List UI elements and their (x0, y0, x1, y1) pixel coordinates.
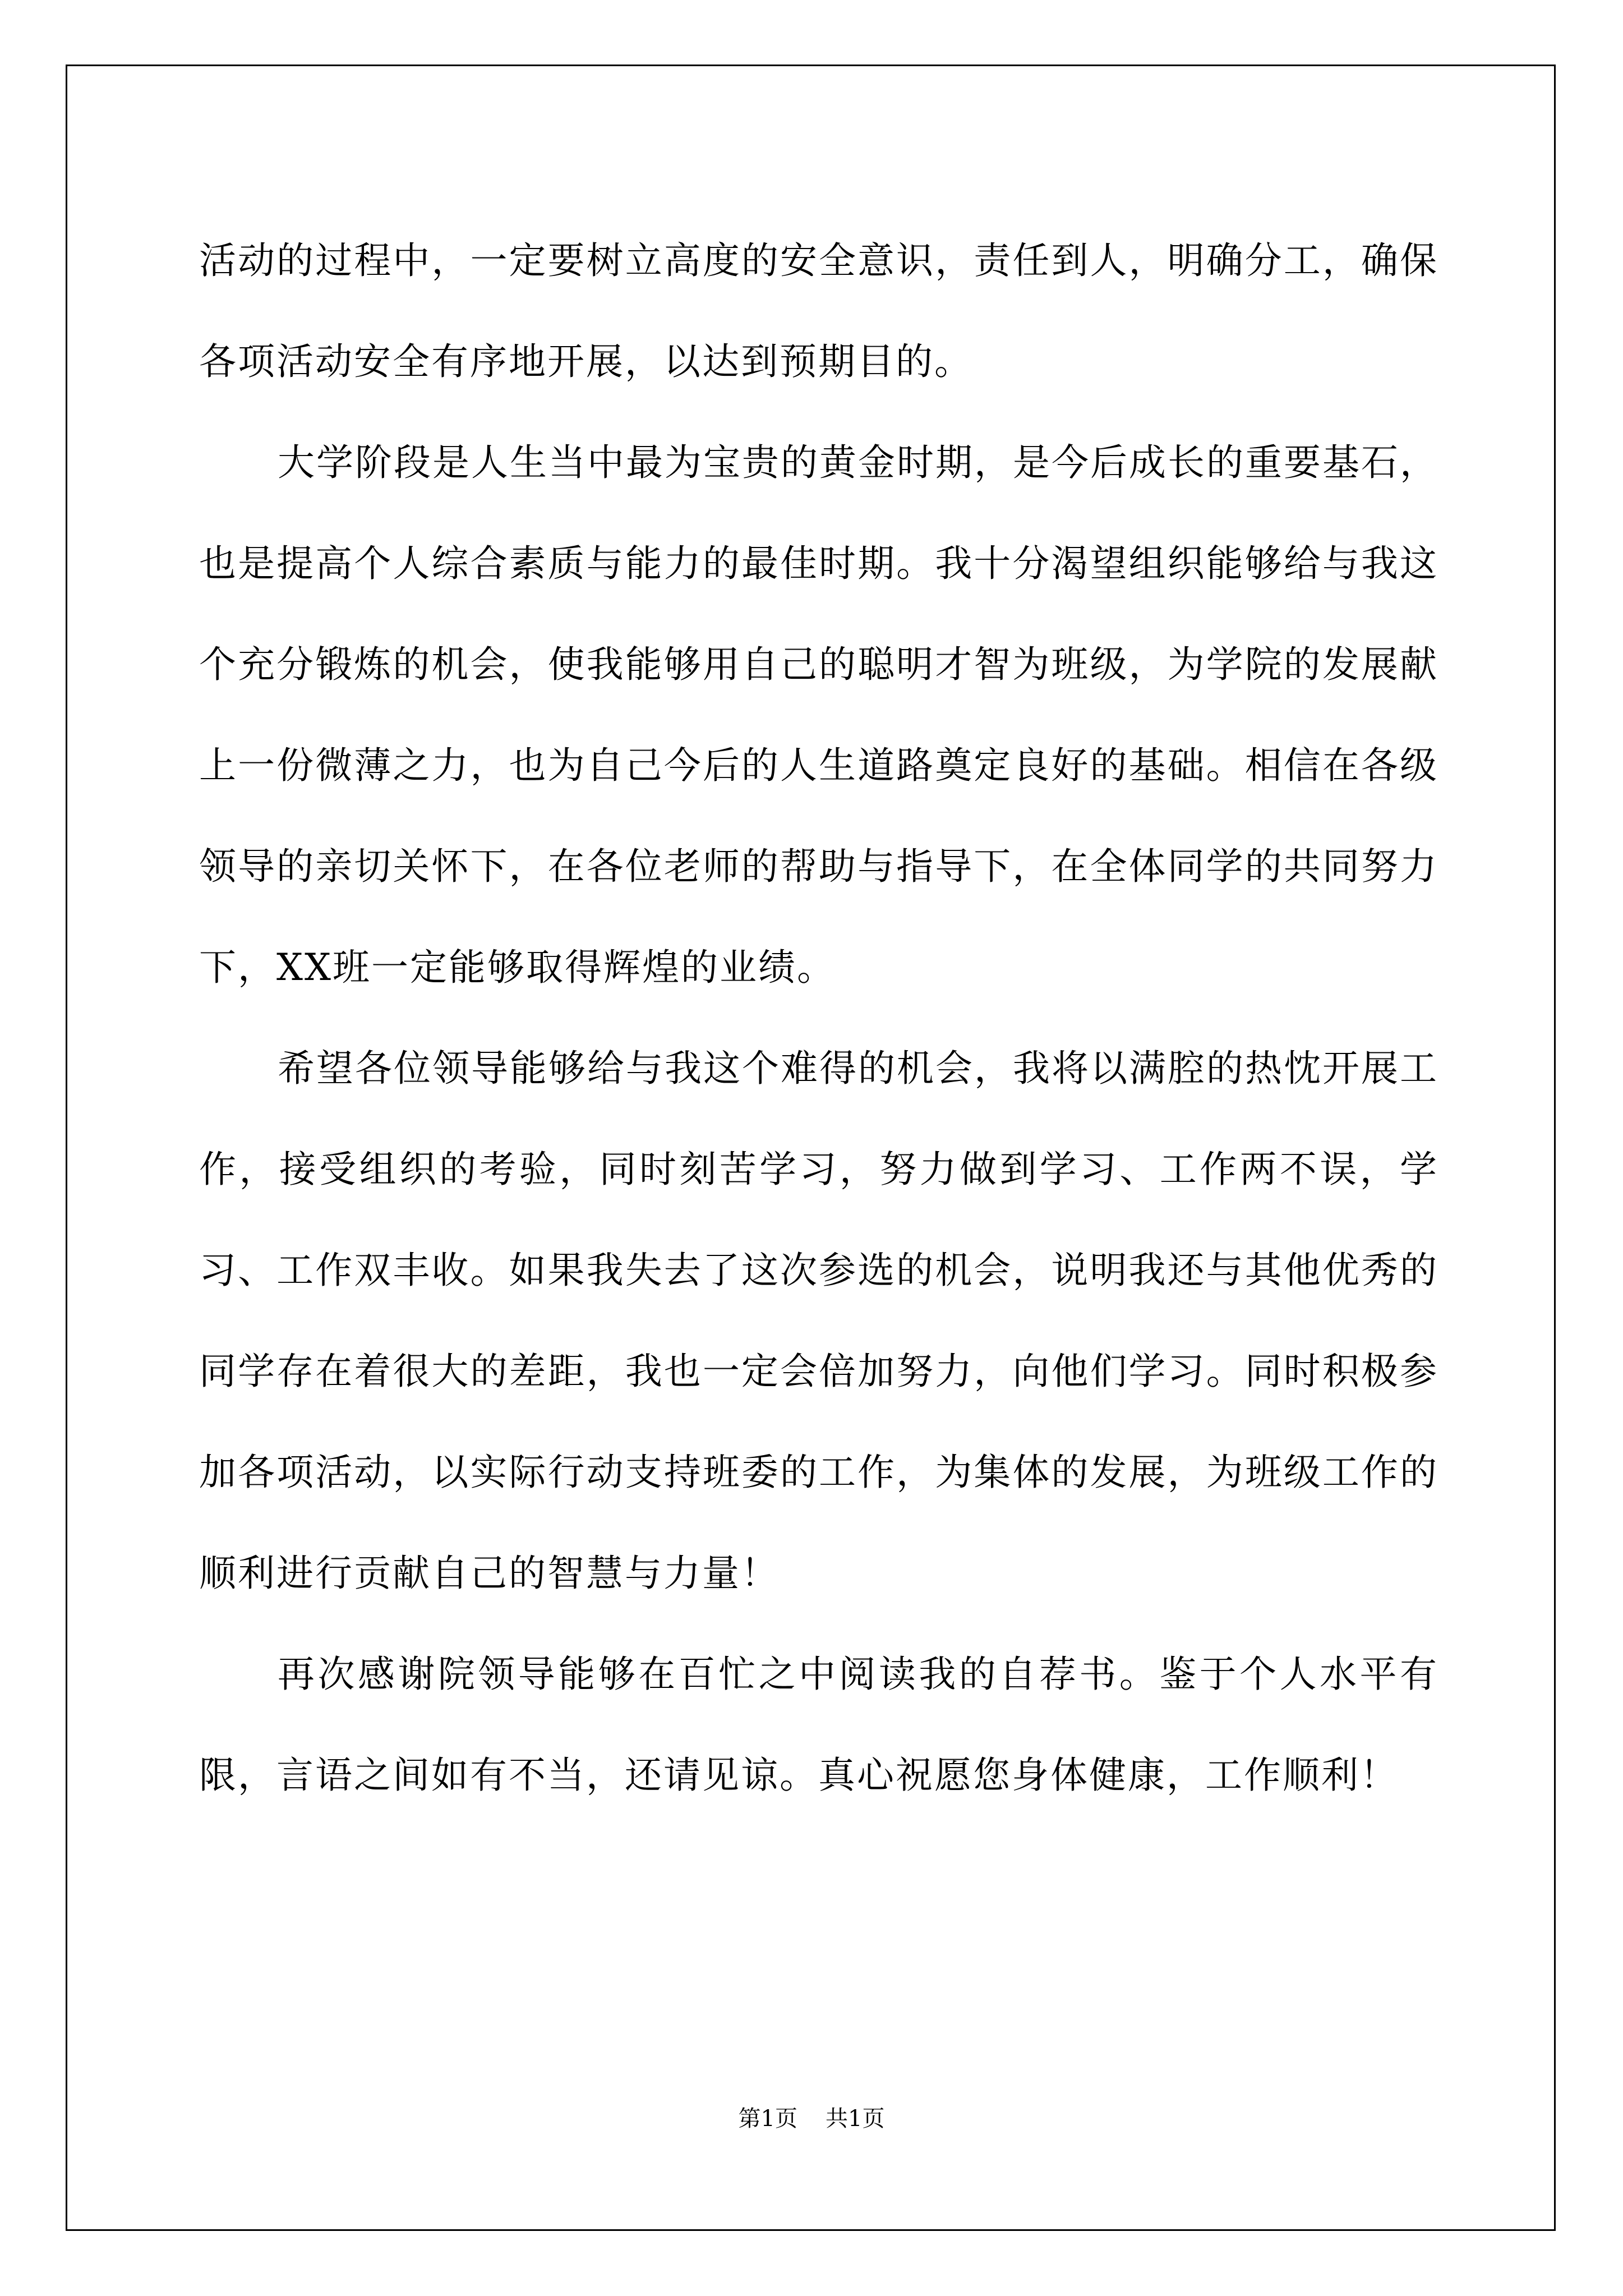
paragraph-continued: 活动的过程中，一定要树立高度的安全意识，责任到人，明确分工，确保各项活动安全有序地开展，以达到预期目的。 (199, 239, 1438, 383)
page-number: 第1页 (738, 2106, 797, 2132)
page-footer (0, 2101, 1623, 2133)
document-body (199, 210, 1438, 1826)
page-total: 共1页 (826, 2106, 885, 2132)
paragraph: 大学阶段是人生当中最为宝贵的黄金时期，是今后成长的重要基石，也是提高个人综合素质与能力的最佳时期。我十分渴望组织能够给与我这个充分锻炼的机会，使我能够用自己的聪明才智为班级，为学院的发展献上一份微薄之力，也为自己今后的人生道路奠定良好的基础。相信在各级领导的亲切关怀下，在各位老师的帮助与指导下，在全体同学的共同努力下，XX班一定能够取得辉煌的业绩。 (199, 441, 1438, 989)
paragraph: 希望各位领导能够给与我这个难得的机会，我将以满腔的热忱开展工作，接受组织的考验，同时刻苦学习，努力做到学习、工作两不误，学习、工作双丰收。如果我失去了这次参选的机会，说明我还与其他优秀的同学存在着很大的差距，我也一定会倍加努力，向他们学习。同时积极参加各项活动，以实际行动支持班委的工作，为集体的发展，为班级工作的顺利进行贡献自己的智慧与力量！ (199, 1047, 1438, 1595)
paragraph: 再次感谢院领导能够在百忙之中阅读我的自荐书。鉴于个人水平有限，言语之间如有不当，还请见谅。真心祝愿您身体健康，工作顺利！ (199, 1653, 1438, 1797)
